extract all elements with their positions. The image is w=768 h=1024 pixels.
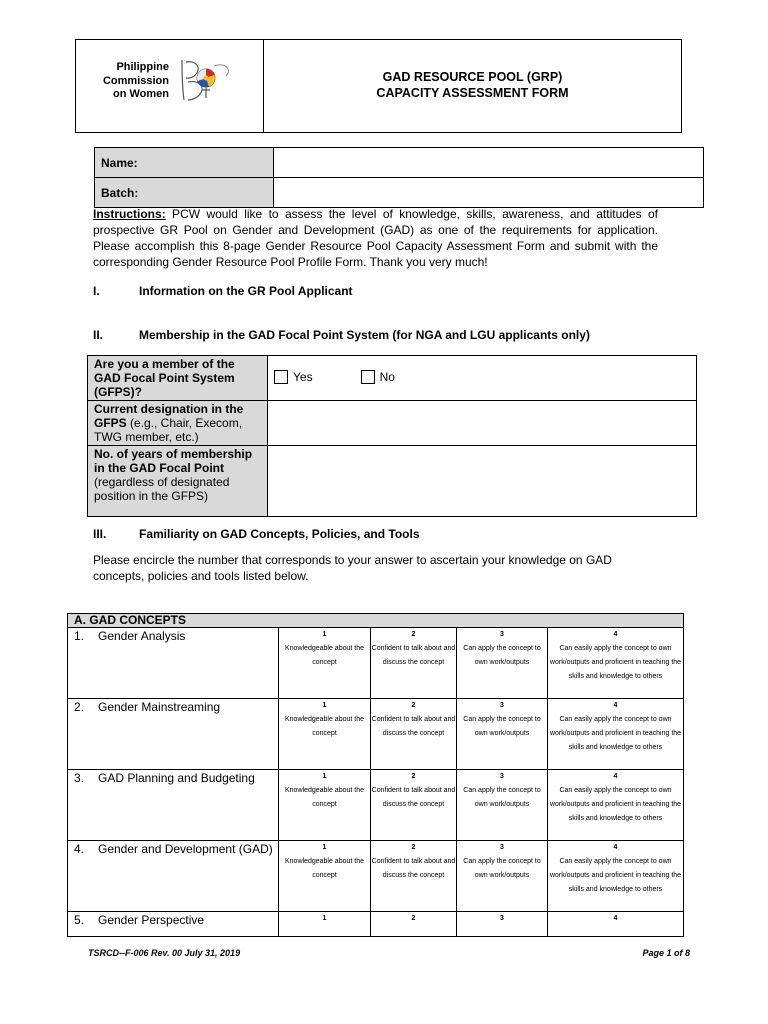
level-description: Knowledgeable about the concept: [284, 858, 364, 879]
gad-concepts-table: [67, 613, 684, 937]
concept-item-label: Gender Mainstreaming: [98, 700, 221, 714]
level-1-option[interactable]: [279, 628, 371, 699]
level-number[interactable]: 2: [411, 844, 416, 851]
level-description: Can apply the concept to own work/outputs: [463, 645, 541, 666]
concept-item-number: 2.: [74, 700, 85, 714]
org-line-3: on Women: [112, 88, 169, 100]
level-4-option[interactable]: [548, 912, 684, 937]
level-description: Can easily apply the concept to own work/outputs and proficient in teaching the skills and knowledge to others: [549, 787, 682, 822]
level-1-option[interactable]: [279, 841, 371, 912]
concept-item-number: 3.: [74, 771, 85, 785]
gfps-years-question-rest: (regardless of designated position in the GFPS): [94, 475, 230, 503]
yes-label: Yes: [293, 370, 313, 384]
level-description: Knowledgeable about the concept: [284, 645, 364, 666]
name-row: [95, 148, 704, 178]
org-line-1: Philippine: [116, 61, 169, 73]
section-3-number: III.: [93, 527, 107, 541]
gfps-member-question-text: Are you a member of the GAD Focal Point System (GFPS)?: [94, 357, 235, 399]
gfps-designation-question-rest: (e.g., Chair, Execom, TWG member, etc.): [94, 416, 243, 444]
form-title: [264, 40, 681, 132]
level-description: Can apply the concept to own work/outputs: [463, 716, 541, 737]
level-description: Confident to talk about and discuss the concept: [371, 716, 456, 737]
level-description: Confident to talk about and discuss the concept: [371, 645, 456, 666]
level-number[interactable]: 3: [500, 702, 504, 709]
concept-item-label: Gender and Development (GAD): [98, 842, 273, 856]
gfps-years-question-bold: No. of years of membership in the GAD Focal Point: [94, 447, 253, 475]
batch-field[interactable]: [274, 178, 704, 208]
level-2-option[interactable]: [371, 912, 457, 937]
level-number[interactable]: 4: [613, 844, 618, 851]
level-number[interactable]: 3: [500, 773, 504, 780]
level-description: Can apply the concept to own work/outputs: [463, 858, 541, 879]
level-number[interactable]: 2: [411, 631, 416, 638]
concept-item-number: 1.: [74, 629, 85, 643]
table-row: [68, 628, 684, 699]
form-header: [75, 39, 682, 133]
level-1-option[interactable]: [279, 912, 371, 937]
level-4-option[interactable]: [548, 770, 684, 841]
gfps-member-row: [88, 356, 697, 401]
concept-item-number: 5.: [74, 913, 85, 927]
table-row: [68, 699, 684, 770]
concept-item-label: GAD Planning and Budgeting: [98, 771, 255, 785]
level-3-option[interactable]: [457, 628, 548, 699]
yes-checkbox[interactable]: [274, 370, 288, 384]
level-2-option[interactable]: [371, 628, 457, 699]
encircle-instructions: Please encircle the number that corresponds to your answer to ascertain your knowledge on GAD concepts, policies and tools listed below.: [93, 553, 612, 583]
level-description: Can apply the concept to own work/outputs: [463, 787, 541, 808]
gfps-member-answer: [268, 356, 697, 401]
concept-item: [68, 699, 279, 770]
level-1-option[interactable]: [279, 699, 371, 770]
level-number[interactable]: 4: [613, 915, 618, 922]
level-number[interactable]: 3: [500, 631, 504, 638]
section-1-number: I.: [93, 284, 100, 298]
level-number[interactable]: 2: [411, 702, 416, 709]
level-3-option[interactable]: [457, 841, 548, 912]
document-code: TSRCD--F-006 Rev. 00 July 31, 2019: [88, 948, 241, 958]
table-row: [68, 770, 684, 841]
level-number[interactable]: 1: [322, 915, 327, 922]
gfps-years-field[interactable]: [268, 446, 697, 517]
section-3-title: Familiarity on GAD Concepts, Policies, and Tools: [139, 527, 420, 541]
applicant-table: [94, 147, 704, 208]
gfps-designation-row: [88, 401, 697, 446]
gfps-years-question: [88, 446, 268, 517]
concept-item: [68, 841, 279, 912]
gfps-designation-question: [88, 401, 268, 446]
level-number[interactable]: 3: [500, 844, 504, 851]
level-number[interactable]: 2: [411, 773, 416, 780]
level-description: Can easily apply the concept to own work/outputs and proficient in teaching the skills and knowledge to others: [549, 716, 682, 751]
level-number[interactable]: 2: [411, 915, 416, 922]
section-1-title: Information on the GR Pool Applicant: [139, 284, 353, 298]
level-3-option[interactable]: [457, 912, 548, 937]
concept-item-label: Gender Perspective: [98, 913, 205, 927]
level-2-option[interactable]: [371, 699, 457, 770]
organization-name: [103, 61, 169, 102]
yes-option[interactable]: [274, 370, 313, 384]
level-4-option[interactable]: [548, 699, 684, 770]
concept-item: [68, 628, 279, 699]
level-number[interactable]: 1: [322, 631, 327, 638]
level-4-option[interactable]: [548, 841, 684, 912]
level-description: Can easily apply the concept to own work/outputs and proficient in teaching the skills and knowledge to others: [549, 858, 682, 893]
table-row: [68, 841, 684, 912]
level-description: Knowledgeable about the concept: [284, 716, 364, 737]
org-line-2: Commission: [102, 74, 169, 87]
level-2-option[interactable]: [371, 841, 457, 912]
table-row: [68, 912, 684, 937]
no-label: No: [379, 370, 395, 384]
batch-label: Batch:: [95, 178, 274, 208]
instructions-label: Instructions:: [93, 207, 166, 221]
level-description: Confident to talk about and discuss the concept: [371, 787, 456, 808]
concept-item: [68, 912, 279, 937]
pcw-logo-icon: [176, 56, 234, 106]
section-2-number: II.: [93, 328, 104, 342]
level-number[interactable]: 4: [613, 631, 618, 638]
level-number[interactable]: 4: [613, 773, 618, 780]
level-number[interactable]: 1: [322, 773, 327, 780]
gad-concepts-header: A. GAD CONCEPTS: [68, 614, 684, 628]
level-number[interactable]: 4: [613, 702, 618, 709]
gfps-table: [87, 355, 697, 517]
page-number: Page 1 of 8: [642, 948, 690, 958]
level-description: Knowledgeable about the concept: [284, 787, 364, 808]
level-4-option[interactable]: [548, 628, 684, 699]
concept-item: [68, 770, 279, 841]
gfps-designation-question-bold: Current designation in the GFPS: [94, 402, 244, 430]
level-1-option[interactable]: [279, 770, 371, 841]
section-2-title: Membership in the GAD Focal Point System (for NGA and LGU applicants only): [139, 328, 590, 342]
gfps-years-row: [88, 446, 697, 517]
level-number[interactable]: 1: [322, 702, 327, 709]
instructions-text: PCW would like to assess the level of knowledge, skills, awareness, and attitudes of prospective GR Pool on Gender and Development (GAD) as one of the requirements for application. Please accomplish this 8-page Gender Resource Pool Capacity Assessment Form and submit with the corresponding Gender Resource Pool Profile Form. Thank you very much!: [93, 207, 658, 269]
gfps-member-question: [88, 356, 268, 401]
instructions: [93, 206, 658, 270]
level-description: Can easily apply the concept to own work/outputs and proficient in teaching the skills and knowledge to others: [549, 645, 682, 680]
level-description: Confident to talk about and discuss the concept: [371, 858, 456, 879]
level-3-option[interactable]: [457, 770, 548, 841]
form-title-line-1: GAD RESOURCE POOL (GRP): [382, 70, 563, 84]
name-label: Name:: [95, 148, 274, 178]
level-3-option[interactable]: [457, 699, 548, 770]
level-2-option[interactable]: [371, 770, 457, 841]
batch-row: [95, 178, 704, 208]
gfps-designation-field[interactable]: [268, 401, 697, 446]
no-option[interactable]: [361, 370, 395, 384]
no-checkbox[interactable]: [361, 370, 375, 384]
form-title-line-2: CAPACITY ASSESSMENT FORM: [376, 86, 569, 100]
concept-item-number: 4.: [74, 842, 85, 856]
gad-concepts-header-row: [68, 614, 684, 628]
concept-item-label: Gender Analysis: [98, 629, 186, 643]
name-field[interactable]: [274, 148, 704, 178]
logo-cell: [76, 40, 264, 132]
yes-no-options: [268, 356, 696, 384]
level-number[interactable]: 3: [500, 915, 504, 922]
level-number[interactable]: 1: [322, 844, 327, 851]
